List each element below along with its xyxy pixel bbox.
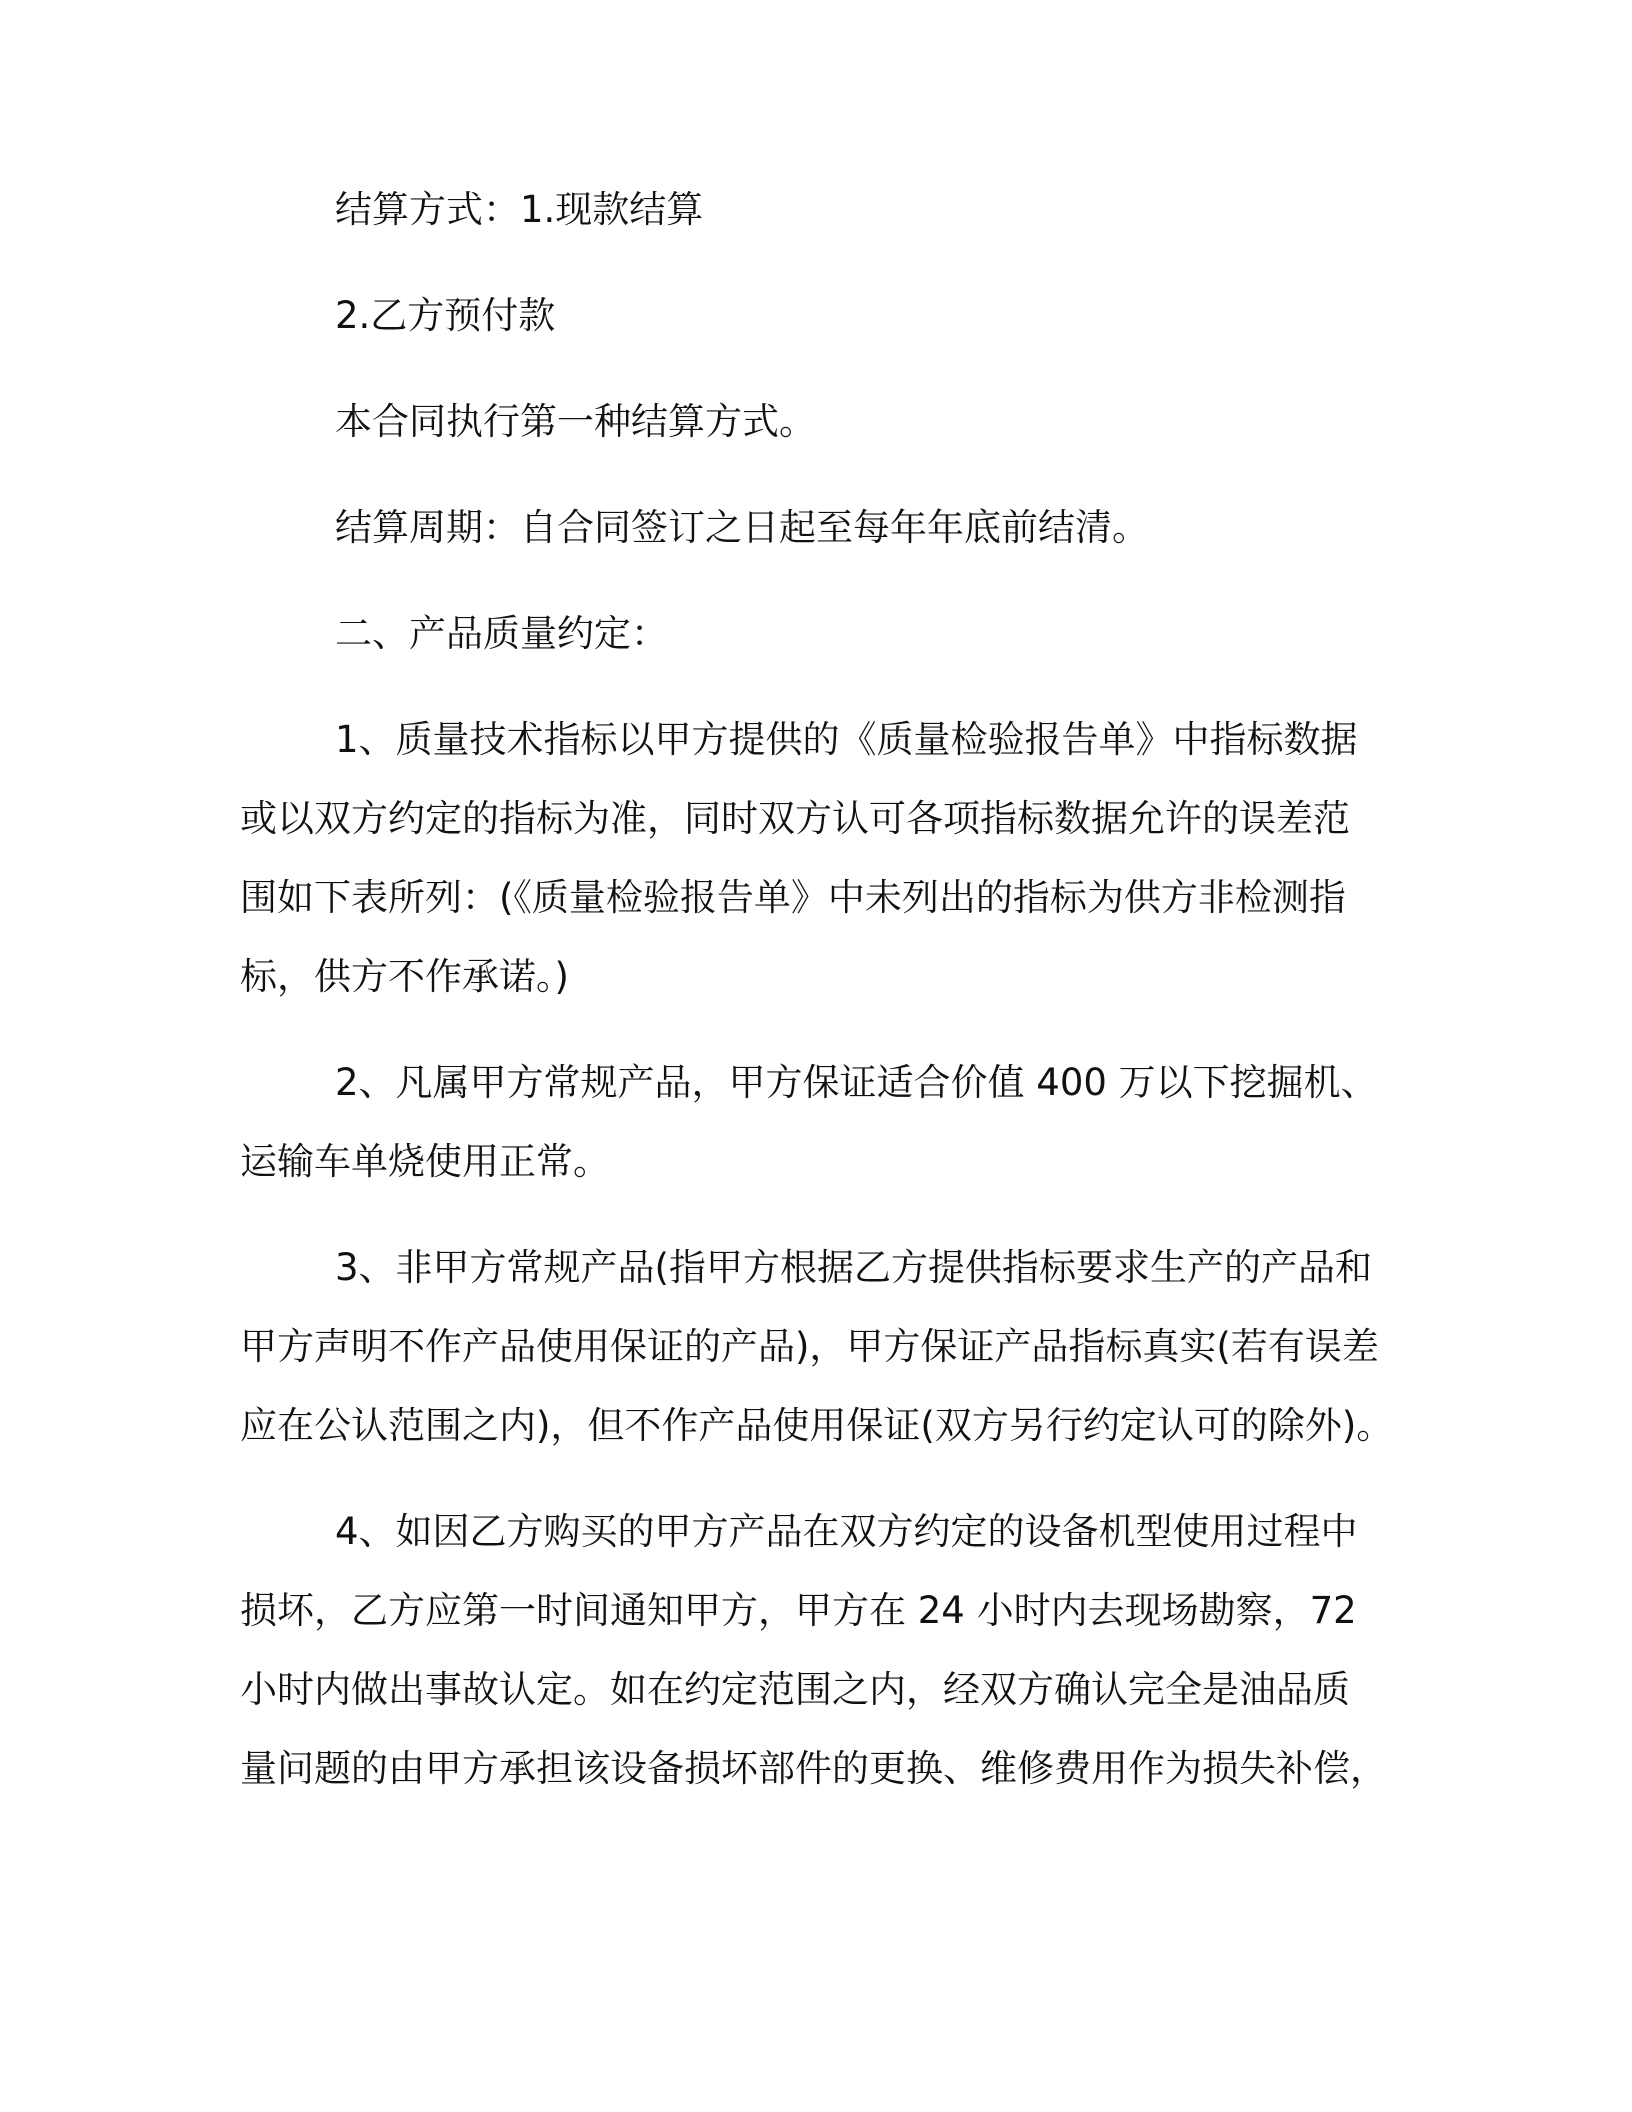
- text-line: 1、质量技术指标以甲方提供的《质量检验报告单》中指标数据: [335, 718, 1358, 761]
- text-line: 结算周期：自合同签订之日起至每年年底前结清。: [335, 506, 1149, 549]
- paragraph-clause-2: [240, 1058, 1400, 1187]
- paragraph-clause-4: [240, 1507, 1400, 1794]
- paragraph-prepayment: [240, 291, 1400, 341]
- paragraph-clause-3: [240, 1243, 1400, 1451]
- text-line: 甲方声明不作产品使用保证的产品)，甲方保证产品指标真实(若有误差: [240, 1325, 1379, 1368]
- text-line: 或以双方约定的指标为准，同时双方认可各项指标数据允许的误差范: [240, 797, 1350, 840]
- text-line: 结算方式：1.现款结算: [335, 188, 704, 231]
- text-line: 3、非甲方常规产品(指甲方根据乙方提供指标要求生产的产品和: [335, 1246, 1372, 1289]
- document-body: [240, 185, 1400, 1850]
- text-line: 运输车单烧使用正常。: [240, 1140, 610, 1183]
- text-line: 本合同执行第一种结算方式。: [335, 400, 816, 443]
- text-line: 量问题的由甲方承担该设备损坏部件的更换、维修费用作为损失补偿，: [240, 1747, 1387, 1790]
- text-line: 4、如因乙方购买的甲方产品在双方约定的设备机型使用过程中: [335, 1510, 1358, 1553]
- text-line: 应在公认范围之内)，但不作产品使用保证(双方另行约定认可的除外)。: [240, 1404, 1394, 1447]
- paragraph-settlement-method: [240, 185, 1400, 235]
- text-line: 二、产品质量约定：: [335, 612, 668, 655]
- text-line: 小时内做出事故认定。如在约定范围之内，经双方确认完全是油品质: [240, 1668, 1350, 1711]
- text-line: 损坏，乙方应第一时间通知甲方，甲方在 24 小时内去现场勘察，72: [240, 1589, 1357, 1632]
- section-heading-quality: [240, 609, 1400, 659]
- text-line: 围如下表所列：(《质量检验报告单》中未列出的指标为供方非检测指: [240, 876, 1346, 919]
- paragraph-clause-1: [240, 715, 1400, 1002]
- text-line: 2、凡属甲方常规产品，甲方保证适合价值 400 万以下挖掘机、: [335, 1061, 1378, 1104]
- text-line: 标，供方不作承诺。): [240, 955, 569, 998]
- paragraph-settlement-choice: [240, 397, 1400, 447]
- paragraph-settlement-period: [240, 503, 1400, 553]
- text-line: 2.乙方预付款: [335, 294, 556, 337]
